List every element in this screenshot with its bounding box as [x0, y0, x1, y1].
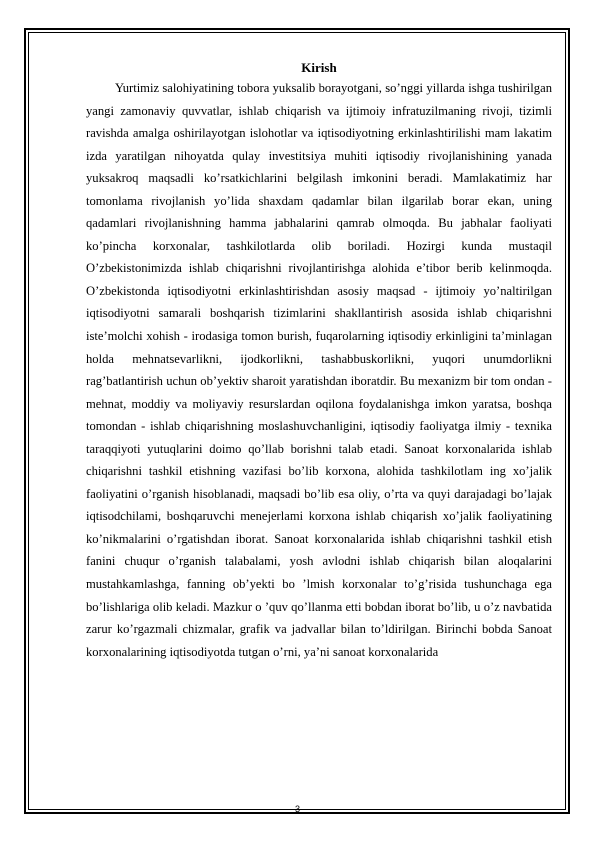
- document-content: [86, 58, 552, 663]
- page-number: 3: [294, 804, 300, 814]
- body-paragraph: Yurtimiz salohiyatining tobora yuksalib borayotgani, so’nggi yillarda ishga tushirilgan yangi zamonaviy quvvatlar, ishlab chiqarish va ijtimoiy infratuzilmaning rivoji, tizimli ravishda amalga oshirilayotgan islohotlar va iqtisodiyotning erkinlashtirilishi mam lakatim izda yaratilgan nihoyatda qulay investitsiya muhiti iqtisodiy rivojlanishining yanada yuksakroq maqsadli ko’rsatkichlarini belgilash imkonini beradi. Mamlakatimiz har tomonlama rivojlanish yo’lida shaxdam qadamlar bilan ilgarilab borar ekan, uning qadamlari rivojlanishning hamma jabhalarini qamrab olmoqda. Bu jabhalar faoliyati ko’pincha korxonalar, tashkilotlarda olib boriladi. Hozirgi kunda mustaqil O’zbekistonimizda ishlab chiqarishni rivojlantirishga alohida e’tibor berib kelinmoqda. O’zbekistonda iqtisodiyotni erkinlashtirishdan asosiy maqsad - ijtimoiy yo’naltirilgan iqtisodiyotni samarali boshqarish tizimlarini shakllantirish asosida ishlab chiqarishni iste’molchi xohish - irodasiga tomon burish, fuqarolarning iqtisodiy erkinligini ta’minlagan holda mehnatsevarlikni, ijodkorlikni, tashabbuskorlikni, yuqori unumdorlikni rag’batlantirish uchun ob’yektiv sharoit yaratishdan iboratdir. Bu mexanizm bir tom ondan - mehnat, moddiy va moliyaviy resurslardan oqilona foydalanishga imkon yaratsa, boshqa tomondan - ishlab chiqarishning moslashuvchanligini, iqtisodiy faoliyatga ilmiy - texnika taraqqiyoti yutuqlarini doimo qo’llab borishni talab etadi. Sanoat korxonalarida ishlab chiqarishni tashkil etishning vazifasi bo’lib korxona, alohida tashkilotlam ing xo’jalik faoliyatini o’rganish hisoblanadi, maqsadi bo’lib esa oliy, o’rta va quyi darajadagi bo’lajak iqtisodchilami, boshqaruvchi menejerlami korxona ishlab chiqarish xo’jalik faoliyatining ko’nikmalarini o’rgatishdan iborat. Sanoat korxonalarida ishlab chiqarishni tashkil etish fanini chuqur o’rganish talabalami, yosh avlodni ishlab chiqarish bilan aloqalarini mustahkamlashga, fanning ob’yekti bo ’lmish korxonalar to’g’risida tushunchaga ega bo’lishlariga olib keladi. Mazkur o ’quv qo’llanma etti bobdan iborat bo’lib, u o’z navbatida zarur ko’rgazmali chizmalar, grafik va jadvallar bilan to’ldirilgan. Birinchi bobda Sanoat korxonalarining iqtisodiyotda tutgan o’rni, ya’ni sanoat korxonalarida: [86, 81, 552, 659]
- section-title: Kirish: [301, 60, 337, 75]
